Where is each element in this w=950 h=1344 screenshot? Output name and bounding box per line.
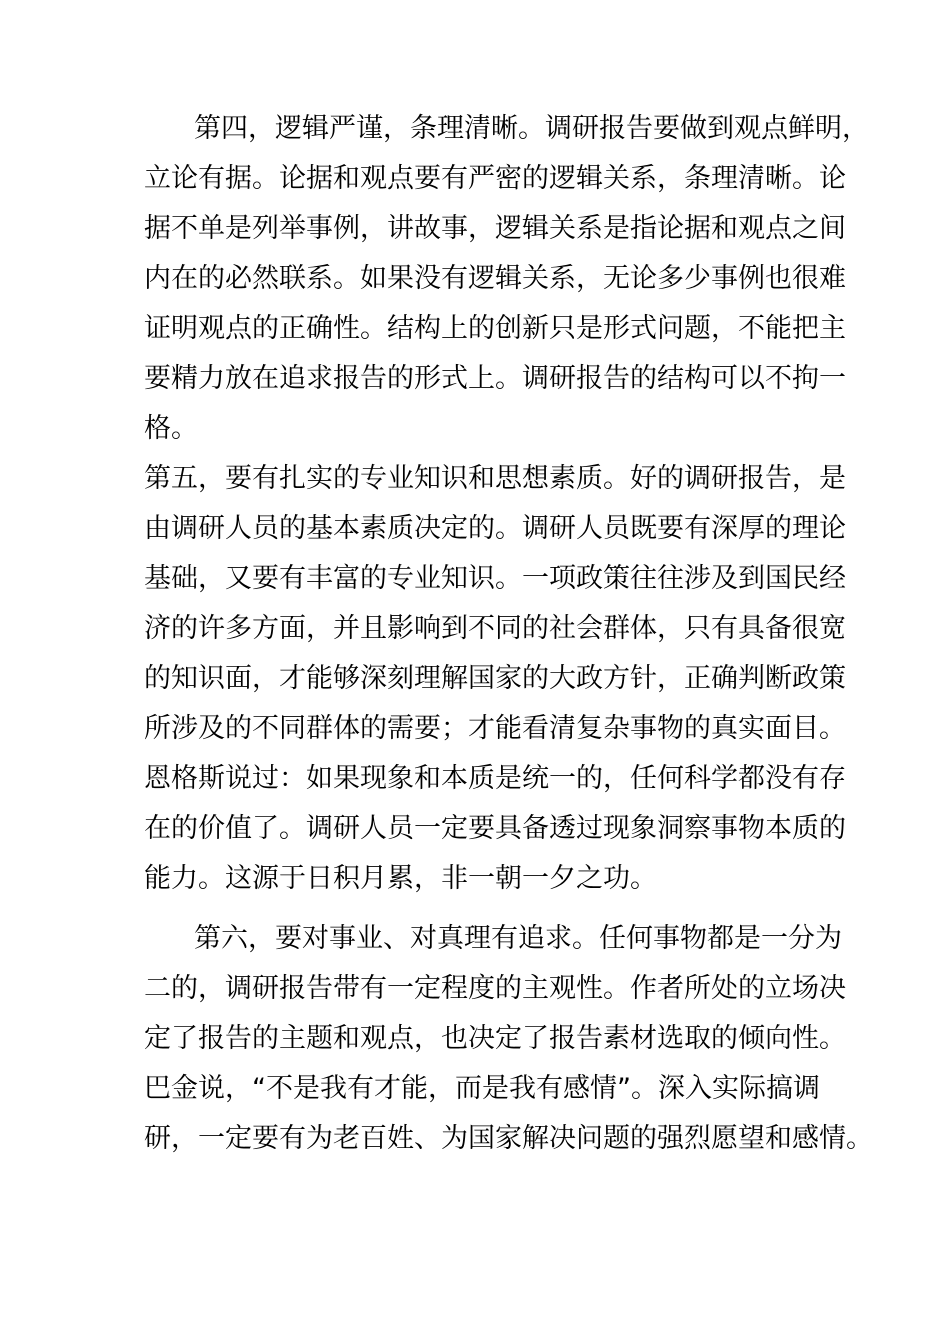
paragraph-line: 证明观点的正确性。结构上的创新只是形式问题，不能把主 [144, 313, 846, 344]
paragraph-line: 第五，要有扎实的专业知识和思想素质。好的调研报告，是 [144, 463, 846, 494]
paragraph-fifth-knowledge [144, 454, 846, 904]
paragraph-line: 能力。这源于日积月累，非一朝一夕之功。 [144, 863, 657, 894]
paragraph-line: 内在的必然联系。如果没有逻辑关系，无论多少事例也很难 [144, 263, 846, 294]
paragraph-line: 由调研人员的基本素质决定的。调研人员既要有深厚的理论 [144, 513, 846, 544]
paragraph-line: 的知识面，才能够深刻理解国家的大政方针，正确判断政策 [144, 663, 846, 694]
paragraph-line: 研，一定要有为老百姓、为国家解决问题的强烈愿望和感情。 [144, 1123, 873, 1154]
paragraph-line: 二的，调研报告带有一定程度的主观性。作者所处的立场决 [144, 973, 846, 1004]
paragraph-line: 第六，要对事业、对真理有追求。任何事物都是一分为 [194, 923, 842, 954]
paragraph-line: 巴金说，“不是我有才能，而是我有感情”。深入实际搞调 [144, 1073, 820, 1104]
paragraph-fourth-logic [144, 104, 869, 454]
paragraph-line: 在的价值了。调研人员一定要具备透过现象洞察事物本质的 [144, 813, 846, 844]
paragraph-line: 基础，又要有丰富的专业知识。一项政策往往涉及到国民经 [144, 563, 846, 594]
paragraph-line: 格。 [144, 413, 198, 444]
paragraph-line: 要精力放在追求报告的形式上。调研报告的结构可以不拘一 [144, 363, 846, 394]
paragraph-line: 所涉及的不同群体的需要；才能看清复杂事物的真实面目。 [144, 713, 846, 744]
paragraph-line: 第四，逻辑严谨，条理清晰。调研报告要做到观点鲜明， [194, 113, 869, 144]
paragraph-line: 济的许多方面，并且影响到不同的社会群体，只有具备很宽 [144, 613, 846, 644]
paragraph-sixth-pursuit [144, 914, 873, 1164]
paragraph-line: 据不单是列举事例，讲故事，逻辑关系是指论据和观点之间 [144, 213, 846, 244]
paragraph-line: 定了报告的主题和观点，也决定了报告素材选取的倾向性。 [144, 1023, 846, 1054]
paragraph-line: 恩格斯说过：如果现象和本质是统一的，任何科学都没有存 [144, 763, 846, 794]
paragraph-line: 立论有据。论据和观点要有严密的逻辑关系，条理清晰。论 [144, 163, 846, 194]
